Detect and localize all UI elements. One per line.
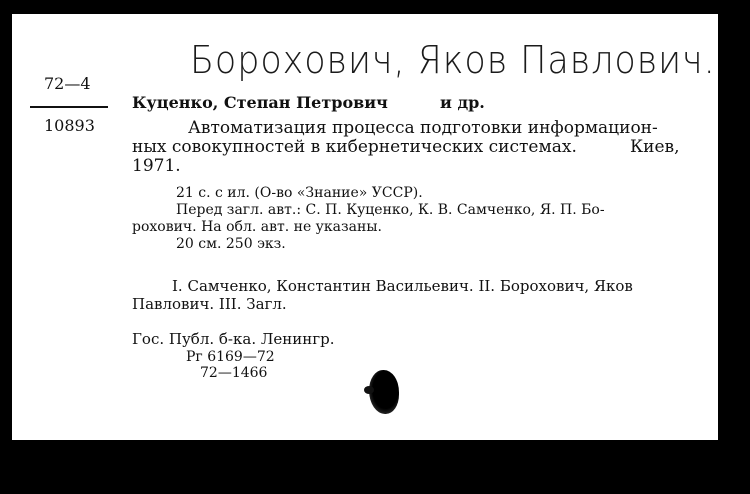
class-number: 72—4 (44, 74, 91, 93)
author-et-al: и др. (440, 93, 485, 112)
catalog-card (12, 14, 718, 440)
tracings-line-2: Павлович. III. Загл. (132, 295, 287, 313)
author-name: Куценко, Степан Петрович (132, 93, 388, 112)
publication-place: Киев, (630, 137, 680, 157)
title-line-1: Автоматизация процесса подготовки информацион- (188, 118, 658, 138)
class-divider (30, 106, 108, 108)
author-note-line-1: Перед загл. авт.: С. П. Куценко, К. В. Самченко, Я. П. Бо- (176, 202, 605, 218)
handwritten-annotation: Борохович, Яков Павлович. (190, 38, 716, 82)
publication-year: 1971. (132, 156, 181, 176)
tracings-line-1: I. Самченко, Константин Васильевич. II. Борохович, Яков (172, 277, 633, 295)
title-line-2: ных совокупностей в кибернетических системах. (132, 137, 577, 157)
library-code-2: 72—1466 (200, 365, 268, 381)
ink-blot (369, 370, 399, 414)
author-note-line-2: рохович. На обл. авт. не указаны. (132, 219, 382, 235)
library-code-1: Рг 6169—72 (186, 349, 275, 365)
inventory-number: 10893 (44, 116, 95, 135)
size-copies: 20 см. 250 экз. (176, 236, 286, 252)
pages-publisher: 21 с. с ил. (О-во «Знание» УССР). (176, 185, 423, 201)
library-name: Гос. Публ. б-ка. Ленингр. (132, 330, 335, 348)
ink-blot-speck (364, 386, 374, 394)
